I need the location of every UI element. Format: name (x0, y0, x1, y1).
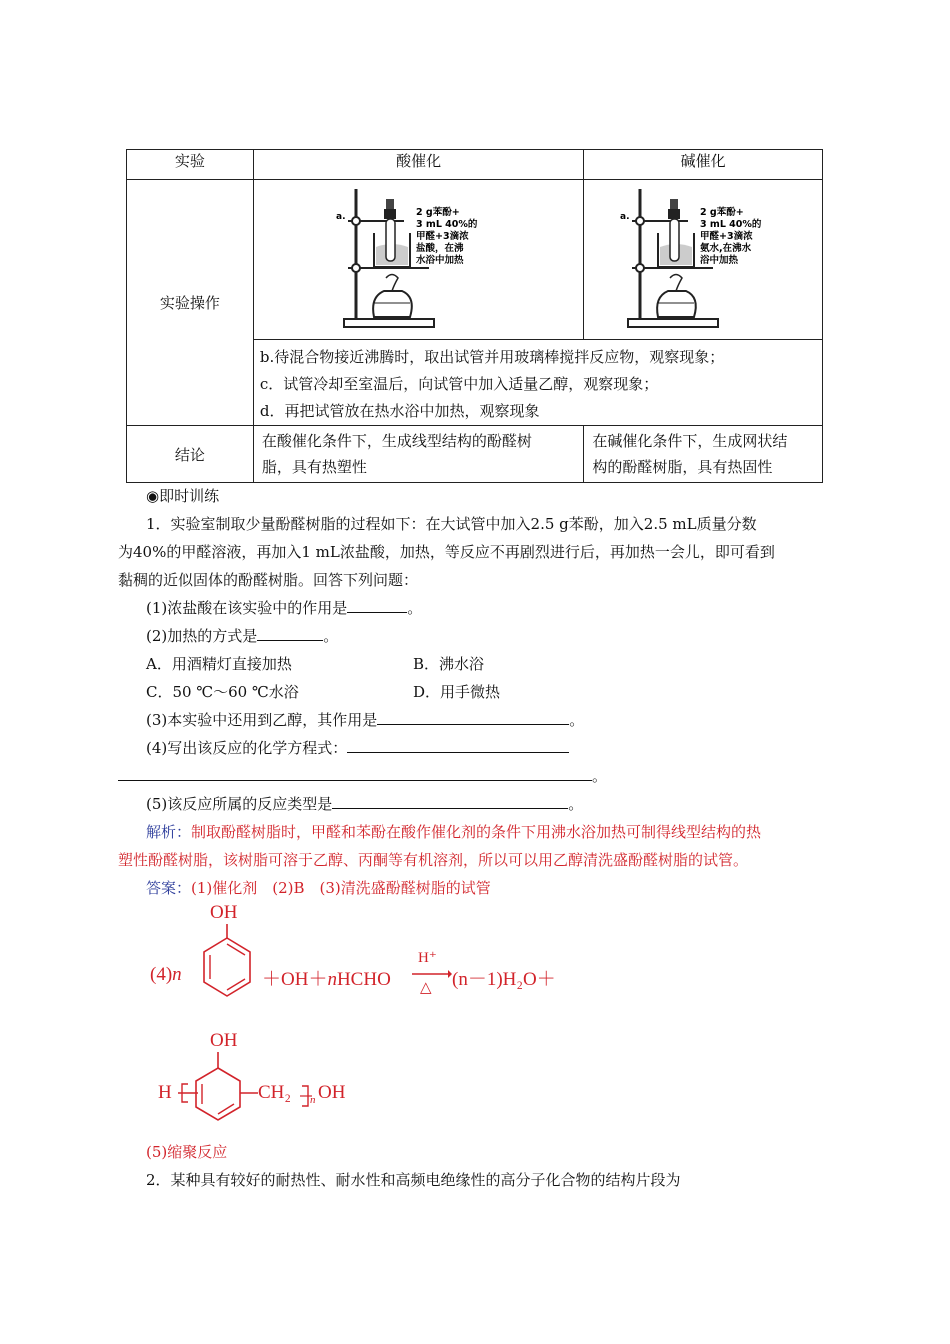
experiment-table (126, 149, 823, 483)
base-figure-cell (584, 180, 823, 340)
q1-sub1-text: (1)浓盐酸在该实验中的作用是 (146, 599, 348, 617)
acid-figure-cell (253, 180, 583, 340)
q1-sub4-blank-2[interactable] (118, 766, 592, 781)
q1-sub2-period: 。 (323, 627, 339, 645)
poly-n: n (310, 1094, 316, 1106)
eq-catalyst: H⁺ (418, 950, 437, 966)
q1-sub2 (146, 626, 338, 646)
q1-sub1 (146, 598, 422, 618)
acid-conclusion-line-1: 在酸催化条件下，生成线型结构的酚醛树 (261, 432, 532, 450)
q1-sub5 (146, 794, 583, 814)
acid-conclusion-cell (253, 426, 583, 483)
eq-heat: △ (420, 980, 432, 996)
eq-hcho: HCHO (336, 969, 391, 990)
q1-sub1-period: 。 (407, 599, 423, 617)
answer-label: 答案： (146, 879, 192, 897)
base-label-a: a. (620, 211, 630, 222)
q1-sub3-period: 。 (569, 711, 585, 729)
q1-sub5-period: 。 (568, 795, 584, 813)
header-acid: 酸催化 (253, 150, 583, 180)
step-c: c．试管冷却至室温后，向试管中加入适量乙醇，观察现象； (259, 375, 659, 393)
q1-line-2: 为40%的甲醛溶液，再加入1 mL浓盐酸，加热，等反应不再剧烈进行后，再加热一会儿，即可看到 (118, 543, 775, 561)
base-note-4: 氨水,在沸水 (700, 242, 752, 254)
header-base: 碱催化 (584, 150, 823, 180)
eq-prefix: (4) (150, 964, 173, 985)
acid-note-5: 水浴中加热 (415, 254, 464, 266)
answer-part5: (5)缩聚反应 (146, 1143, 228, 1161)
q1-sub5-blank[interactable] (332, 794, 568, 809)
poly-ch2: CH₂ (258, 1082, 292, 1103)
answer-text: (1)催化剂 (2)B (3)清洗盛酚醛树脂的试管 (191, 879, 491, 897)
option-d: D．用手微热 (413, 683, 501, 701)
eq-phenol-oh: OH (210, 902, 238, 923)
q1-sub3-blank[interactable] (377, 710, 569, 725)
eq-middle (262, 964, 391, 991)
polymer-ring-icon (176, 1052, 266, 1138)
base-apparatus-figure (618, 183, 788, 333)
section-title: ◉即时训练 (146, 487, 220, 505)
acid-note-3: 甲醛+3滴浓 (415, 230, 469, 242)
acid-note-4: 盐酸，在沸 (415, 242, 464, 254)
q2-text: 2．某种具有较好的耐热性、耐水性和高频电绝缘性的高分子化合物的结构片段为 (146, 1171, 681, 1189)
q1-sub4-period: 。 (592, 767, 608, 785)
base-conclusion-cell (584, 426, 823, 483)
poly-end: OH (318, 1082, 346, 1103)
q1-line-3: 黏稠的近似固体的酚醛树脂。回答下列问题： (118, 571, 419, 589)
q1-sub3 (146, 710, 584, 730)
steps-cell (253, 340, 822, 426)
acid-conclusion-line-2: 脂，具有热塑性 (261, 458, 367, 476)
analysis-line-1 (146, 822, 761, 842)
q1-sub2-blank[interactable] (257, 626, 323, 641)
step-b: b.待混合物接近沸腾时，取出试管并用玻璃棒搅拌反应物，观察现象； (259, 348, 725, 366)
analysis-line-2: 塑性酚醛树脂，该树脂可溶于乙醇、丙酮等有机溶剂，所以可以用乙醇清洗盛酚醛树脂的试管。 (118, 851, 749, 869)
q1-sub5-text: (5)该反应所属的反应类型是 (146, 795, 333, 813)
q1-sub4-text: (4)写出该反应的化学方程式： (146, 739, 348, 757)
q1-sub1-blank[interactable] (347, 598, 407, 613)
base-note-5: 浴中加热 (700, 254, 739, 266)
reaction-arrow-icon (412, 968, 452, 980)
acid-note-1: 2 g苯酚+ (415, 206, 460, 218)
q1-sub4-line2 (118, 766, 607, 786)
option-b: B．沸水浴 (413, 655, 485, 673)
eq-n: n (172, 964, 182, 985)
analysis-label: 解析： (146, 823, 192, 841)
row-label-conclusion: 结论 (127, 426, 254, 483)
eq-n2: n (327, 969, 337, 990)
q1-line-1: 1．实验室制取少量酚醛树脂的过程如下：在大试管中加入2.5 g苯酚，加入2.5 mL质量分数 (146, 515, 757, 533)
q1-sub2-text: (2)加热的方式是 (146, 627, 258, 645)
answer-line (146, 878, 491, 898)
base-conclusion-line-2: 构的酚醛树脂，具有热固性 (592, 458, 773, 476)
base-note-2: 3 mL 40%的 (700, 218, 762, 230)
base-note-1: 2 g苯酚+ (700, 206, 744, 218)
eq-lhs (150, 964, 182, 986)
base-note-3: 甲醛+3滴浓 (700, 230, 753, 242)
step-d: d．再把试管放在热水浴中加热，观察现象 (259, 402, 540, 420)
q1-sub4 (146, 738, 569, 758)
option-a: A．用酒精灯直接加热 (146, 655, 292, 673)
analysis-text-1: 制取酚醛树脂时，甲醛和苯酚在酸作催化剂的条件下用沸水浴加热可制得线型结构的热 (191, 823, 762, 841)
header-experiment: 实验 (127, 150, 254, 180)
acid-label-a: a. (335, 211, 346, 222)
acid-note-2: 3 mL 40%的 (415, 218, 478, 230)
row-label-operation: 实验操作 (127, 180, 254, 426)
eq-product: (n－1)H₂O＋ (452, 969, 556, 990)
q1-sub3-text: (3)本实验中还用到乙醇，其作用是 (146, 711, 378, 729)
q1-sub4-blank[interactable] (347, 738, 569, 753)
phenol-ring-icon (200, 924, 254, 1004)
poly-h: H (158, 1082, 172, 1103)
base-conclusion-line-1: 在碱催化条件下，生成网状结 (592, 432, 788, 450)
option-c: C．50 ℃～60 ℃水浴 (146, 683, 299, 701)
eq-mid: ＋OH＋ (262, 969, 328, 990)
poly-oh: OH (210, 1030, 238, 1051)
acid-apparatus-figure (334, 183, 504, 333)
